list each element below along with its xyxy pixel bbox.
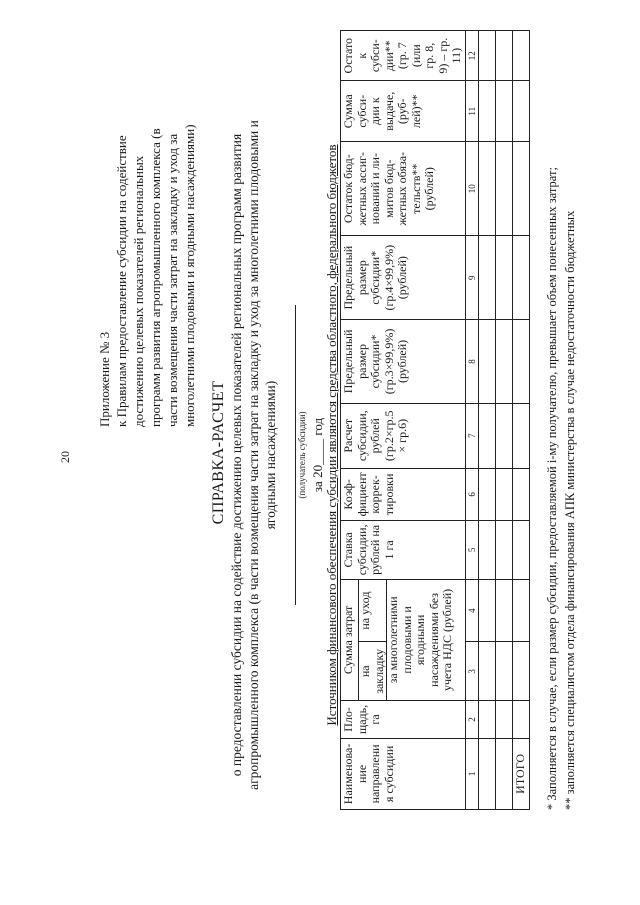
header-subsidy-remainder: Остато к субси- дии** (гр. 7 (или гр. 8, 9) – гр. 11) (341, 31, 466, 81)
col-number: 2 (465, 701, 478, 739)
col-number: 9 (465, 236, 478, 320)
col-number: 12 (465, 31, 478, 81)
appendix-line: Приложение № 3 (97, 331, 112, 427)
appendix-line: к Правилам предоставление субсидии на содействие (114, 135, 129, 427)
funding-source: Источником финансового обеспечения субсидии являются средства областного, федерального бюджетов (324, 144, 339, 726)
table-cell (512, 642, 529, 701)
header-costs-common: за многолетними плодовыми и ягодными насаждениями без учета НДС (рублей) (386, 588, 455, 691)
header-costs-group: Сумма затрат (341, 579, 359, 700)
total-row (512, 31, 529, 810)
subtitle-line: ягодными насаждениями) (263, 380, 278, 530)
col-number: 4 (465, 579, 478, 642)
page-number: 20 (58, 451, 72, 463)
table-cell (495, 320, 512, 404)
document-subtitle (228, 45, 279, 865)
appendix-line: многолетними плодовыми и ягодными насаждениями) (182, 124, 197, 427)
col-number: 8 (465, 320, 478, 404)
table-cell (478, 81, 495, 142)
col-number: 6 (465, 468, 478, 520)
table-cell (495, 236, 512, 320)
header-planting: на закладку (359, 641, 386, 700)
footnotes (543, 10, 579, 810)
col-number: 11 (465, 81, 478, 142)
header-calculation: Расчет субсидии, рублей (гр.2×гр.5 × гр.6) (341, 403, 466, 468)
header-budget-remainder: Остаток бюд- жетных ассиг- нований и ли- митов бюд- жетных обяза- тельств** (рублей) (341, 142, 466, 236)
header-care: на уход (358, 591, 373, 630)
col-number: 5 (465, 521, 478, 580)
header-coefficient: Коэф- фициент коррек- тировки (341, 468, 466, 520)
table-cell (495, 403, 512, 468)
header-area: Пло- щадь, га (341, 701, 466, 739)
document-title: СПРАВКА-РАСЧЕТ (210, 380, 227, 525)
table-cell (512, 320, 529, 404)
table-cell (495, 642, 512, 701)
footnote: ** заполняется специалистом отдела финансирования АПК министерства в случае недостаточности бюджетных (563, 210, 577, 810)
table-cell (478, 738, 495, 809)
table-cell (512, 31, 529, 81)
footnote: * Заполняется в случае, если размер субсидии, предоставляемой i-му получателю, превышает объем понесенных затрат; (545, 167, 559, 810)
table-cell (512, 468, 529, 520)
column-numbers-row (465, 31, 478, 810)
table-cell (512, 579, 529, 642)
col-number: 3 (465, 642, 478, 701)
table-cell (495, 521, 512, 580)
header-row (341, 31, 359, 810)
header-costs-split (359, 579, 465, 700)
table-cell (478, 579, 495, 642)
table-cell (512, 403, 529, 468)
subtitle-line: агропромышленного комплекса (в части возмещения части затрат на закладку и уход за многолетними плодовыми и (246, 120, 261, 790)
header-rate: Ставка субсидии, рублей на 1 га (341, 521, 466, 580)
table-cell (478, 701, 495, 739)
table-cell (495, 738, 512, 809)
table-cell (495, 142, 512, 236)
table-cell (512, 81, 529, 142)
year-line: за 20____ год (310, 417, 325, 493)
table-cell (478, 236, 495, 320)
table-cell (478, 642, 495, 701)
table-cell (512, 521, 529, 580)
appendix-line: части возмещения части затрат на закладку и уход за (165, 133, 180, 427)
appendix-line: достижению целевых показателей региональных (131, 155, 146, 427)
appendix-line: программ развития агропромышленного комплекса (в (148, 128, 163, 427)
col-number: 1 (465, 738, 478, 809)
table-cell (495, 579, 512, 642)
col-number: 7 (465, 403, 478, 468)
table-row (495, 31, 512, 810)
table-cell (478, 31, 495, 81)
subtitle-line: о предоставлении субсидии на содействие достижению целевых показателей региональных программ развития (229, 133, 244, 777)
table-cell (495, 468, 512, 520)
col-number: 10 (465, 142, 478, 236)
table-cell (478, 521, 495, 580)
table-cell (478, 468, 495, 520)
table-cell (512, 236, 529, 320)
table-cell (495, 31, 512, 81)
table-cell (478, 142, 495, 236)
table-cell (495, 81, 512, 142)
table-cell (512, 701, 529, 739)
table-cell (495, 701, 512, 739)
header-limit-planting: Предельный размер субсидии* (гр.3×99,9%) (рублей) (341, 320, 466, 404)
table-row (478, 31, 495, 810)
header-payout: Сумма субси- дии к выдаче, (руб- лей)** (341, 81, 466, 142)
appendix-note (96, 87, 198, 427)
recipient-line (295, 305, 296, 605)
table-cell (478, 320, 495, 404)
calculation-table (340, 30, 530, 810)
header-direction: Наименова- ние направлени я субсидии (341, 738, 466, 809)
total-label: ИТОГО (512, 738, 529, 809)
table-cell (478, 403, 495, 468)
recipient-caption: (получатель субсидии) (297, 411, 307, 499)
header-limit-care: Предельный размер субсидии* (гр.4×99,9%) (рублей) (341, 236, 466, 320)
table-cell (512, 142, 529, 236)
